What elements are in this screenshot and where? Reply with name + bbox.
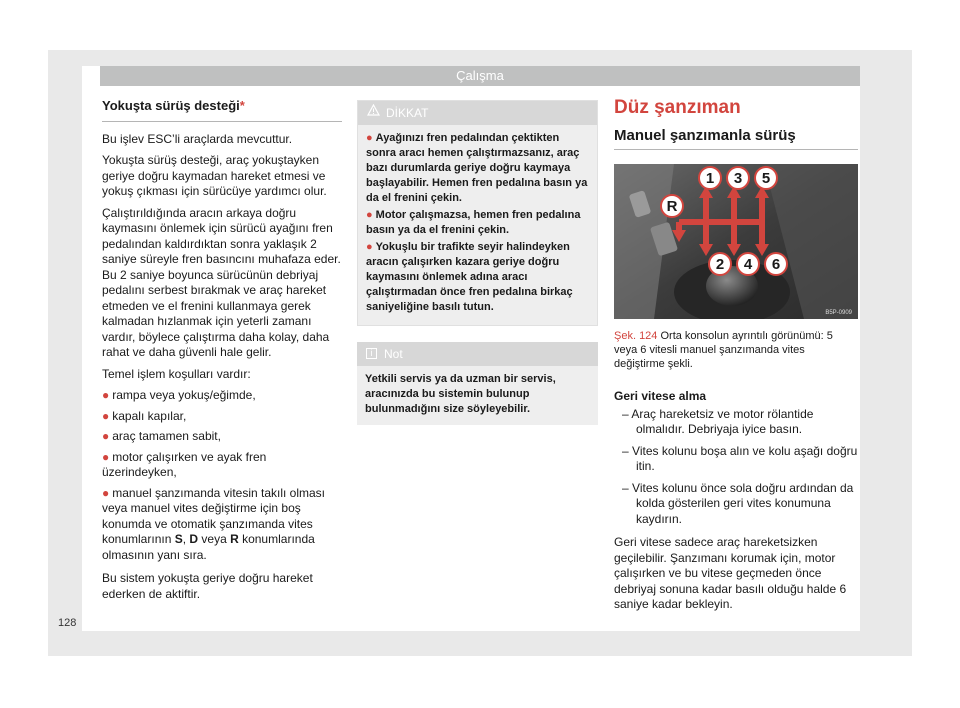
warning-box bbox=[357, 100, 598, 326]
bullet-icon: ● bbox=[366, 209, 373, 221]
paragraph: Temel işlem koşulları vardır: bbox=[102, 366, 251, 381]
list-item: ● manuel şanzımanda vitesin takılı olması veya manuel vites değiştirme için boş konumda ve otomatik şanzımanda vites konumlarının S, D veya R konumlarında olmasının yanı sıra. bbox=[102, 485, 326, 562]
note-body: Yetkili servis ya da uzman bir servis, aracınızda bu sistemin bulunup bulunmadığını size söyleyebilir. bbox=[357, 366, 598, 425]
step-item: – Vites kolunu boşa alın ve kolu aşağı doğru itin. bbox=[622, 443, 858, 473]
gear-label: R bbox=[666, 198, 678, 215]
figure-code: B5P-0909 bbox=[825, 310, 852, 316]
note-box bbox=[357, 342, 598, 425]
paragraph: Geri vitese sadece araç hareketsizken geçilebilir. Şanzımanı korumak için, motor çalışırken ve bu vitese geçmeden önce debriyaj sonuna kadar basılı olduğu halde 6 saniye kadar bekleyin. bbox=[614, 535, 847, 611]
gear-label: 3 bbox=[733, 170, 743, 187]
list-item: ● kapalı kapılar, bbox=[102, 408, 187, 423]
warning-item: ● Motor çalışmazsa, hemen fren pedalına basın ya da el frenini çekin. bbox=[366, 209, 581, 236]
note-header bbox=[357, 342, 598, 366]
paragraph: Çalıştırıldığında aracın arkaya doğru kaymasını önlemek için sürücü ayağını fren pedalından kaldırdıktan sonra yaklaşık 2 saniye süreyle fren basıncını muhafaza eder. Bu 2 saniye boyunca sürücünün debriyaj pedalını serbest bırakmak ve araç hareket etmeden ve el frenini kullanmaya gerek kalmadan hızlanmak için yeterli zamanı vardır, böylece çalıştırma daha kolay, daha rahat ve daha güvenli hale gelir. bbox=[102, 205, 341, 359]
section-title: Manuel şanzımanla sürüş bbox=[614, 128, 858, 151]
paragraph: Bu sistem yokuşta geriye doğru hareket ederken de aktiftir. bbox=[102, 571, 313, 601]
bullet-icon: ● bbox=[366, 241, 373, 253]
gear-shift-illustration bbox=[614, 164, 858, 319]
list-item: ● motor çalışırken ve ayak fren üzerindeyken, bbox=[102, 449, 267, 479]
left-column bbox=[102, 98, 342, 608]
gear-label: 1 bbox=[705, 170, 715, 187]
warning-item: ● Ayağınızı fren pedalından çektikten sonra aracı hemen çalıştırmazsanız, araç bazı durumlarda geriye doğru kaymaya başlayabilir. Hemen fren pedalına basın ya da el frenini çekin. bbox=[366, 132, 588, 204]
bullet-icon: ● bbox=[102, 449, 110, 464]
paragraph: Yokuşta sürüş desteği, araç yokuştayken geriye doğru kaymadan hareket etmesi ve yokuş çıkması için sürücüye yardımcı olur. bbox=[102, 153, 327, 198]
page-number: 128 bbox=[58, 617, 77, 629]
gear-label: 2 bbox=[715, 256, 725, 273]
list-item: ● araç tamamen sabit, bbox=[102, 429, 221, 443]
gear-label: 6 bbox=[771, 256, 781, 273]
bullet-icon: ● bbox=[102, 485, 110, 500]
warning-triangle-icon bbox=[367, 100, 380, 124]
gear-label: 4 bbox=[743, 256, 753, 273]
list-item: ● rampa veya yokuş/eğimde, bbox=[102, 388, 256, 402]
step-item: – Araç hareketsiz ve motor rölantide olmalıdır. Debriyaja iyice basın. bbox=[622, 406, 814, 436]
figure-caption: Şek. 124 Orta konsolun ayrıntılı görünümü: 5 veya 6 vitesli manuel şanzımanda vites değiştirme şekli. bbox=[614, 330, 833, 370]
gear-label: 5 bbox=[761, 170, 771, 187]
hill-assist-heading: Yokuşta sürüş desteği* bbox=[102, 98, 342, 122]
warning-item: ● Yokuşlu bir trafikte seyir halindeyken aracın çalışırken kazara geriye doğru kaymasını önlemek adına aracı çalıştırmadan önce fren pedalına birkaç saniyeliğine basılı tutun. bbox=[366, 241, 573, 313]
warning-title: DİKKAT bbox=[386, 106, 429, 120]
bullet-icon: ● bbox=[102, 429, 110, 443]
note-title: Not bbox=[384, 347, 403, 361]
middle-column bbox=[357, 100, 598, 425]
chapter-title: Düz şanzıman bbox=[614, 97, 741, 118]
bullet-icon: ● bbox=[366, 132, 373, 144]
warning-body bbox=[358, 125, 597, 325]
step-item: – Vites kolunu önce sola doğru ardından da kolda gösterilen geri vites konumuna kaydırın. bbox=[622, 480, 854, 526]
warning-header bbox=[358, 101, 597, 125]
bullet-icon: ● bbox=[102, 388, 110, 402]
right-column bbox=[614, 97, 858, 619]
gear-shift-figure bbox=[614, 164, 858, 319]
section-header: Çalışma bbox=[100, 66, 860, 86]
bullet-icon: ● bbox=[102, 408, 110, 423]
paragraph: Bu işlev ESC’li araçlarda mevcuttur. bbox=[102, 131, 293, 146]
info-icon: i bbox=[366, 348, 377, 359]
reverse-heading: Geri vitese alma bbox=[614, 389, 707, 403]
